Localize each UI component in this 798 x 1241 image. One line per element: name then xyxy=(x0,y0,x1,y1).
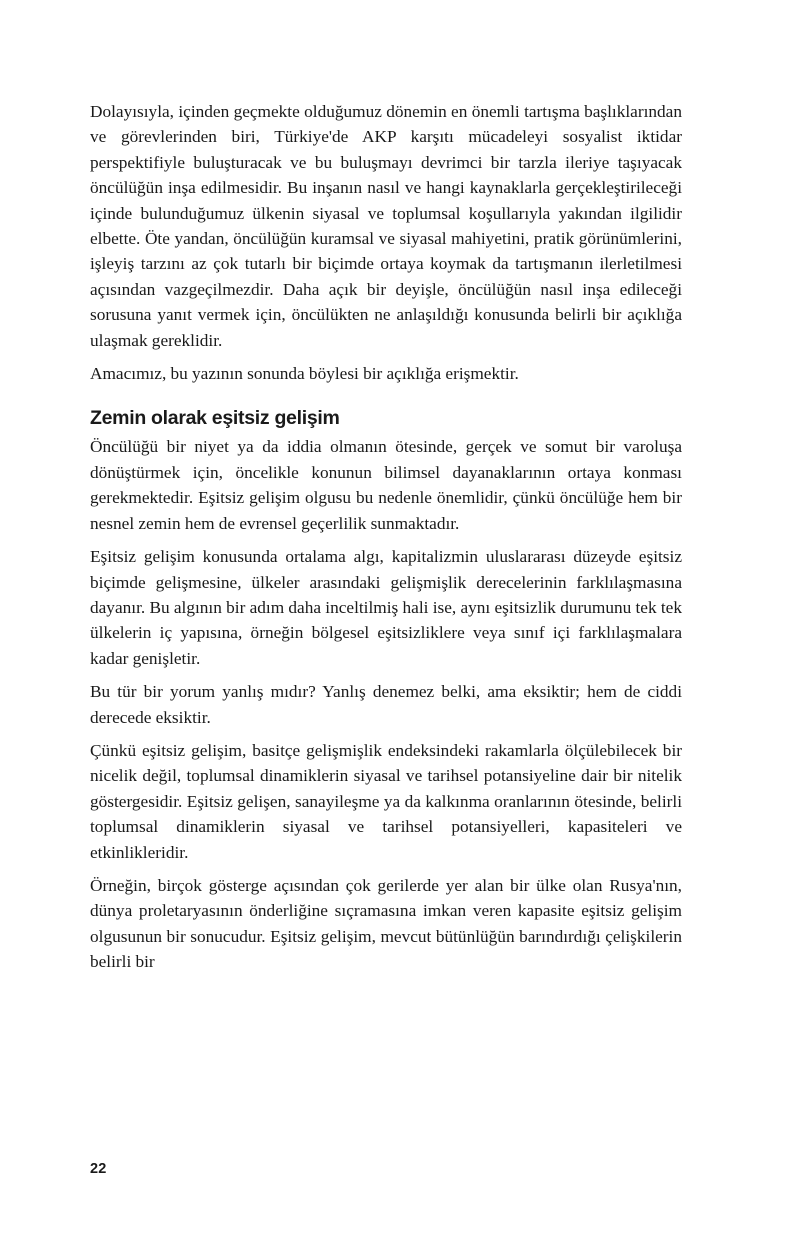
paragraph-3: Öncülüğü bir niyet ya da iddia olmanın ötesinde, gerçek ve somut bir varoluşa dönüştürmek için, öncelikle konunun bilimsel dayanaklarının ortaya konması gerekmektedir. Eşitsiz gelişim olgusu bu nedenle önemlidir, çünkü öncülüğe hem bir nesnel zemin hem de evrensel geçerlilik sunmaktadır. xyxy=(90,437,682,533)
paragraph-5: Bu tür bir yorum yanlış mıdır? Yanlış denemez belki, ama eksiktir; hem de ciddi derecede eksiktir. xyxy=(90,682,682,727)
text-column xyxy=(90,99,682,975)
paragraph-4: Eşitsiz gelişim konusunda ortalama algı, kapitalizmin uluslararası düzeyde eşitsiz biçimde gelişmesine, ülkeler arasındaki gelişmişlik derecelerinin farklılaşmasına dayanır. Bu algının bir adım daha inceltilmiş hali ise, aynı eşitsizlik durumunu tek tek ülkelerin iç yapısına, örneğin bölgesel eşitsizliklere veya sınıf içi farklılaşmalara kadar genişletir. xyxy=(90,547,682,668)
paragraph-2: Amacımız, bu yazının sonunda böylesi bir açıklığa erişmektir. xyxy=(90,364,519,384)
paragraph-7: Örneğin, birçok gösterge açısından çok gerilerde yer alan bir ülke olan Rusya'nın, dünya proletaryasının önderliğine sıçramasına imkan veren kapasite eşitsiz gelişim olgusunun bir sonucudur. Eşitsiz gelişim, mevcut bütünlüğün barındırdığı çelişkilerin belirli bir xyxy=(90,875,682,972)
page-number: 22 xyxy=(90,1161,107,1177)
paragraph-6: Çünkü eşitsiz gelişim, basitçe gelişmişlik endeksindeki rakamlarla ölçülebilecek bir nicelik değil, toplumsal dinamiklerin siyasal ve tarihsel potansiyeline dair bir nitelik göstergesidir. Eşitsiz gelişen, sanayileşme ya da kalkınma oranlarının ötesinde, belirli toplumsal dinamiklerin siyasal ve tarihsel potansiyelleri, kapasiteleri ve etkinlikleridir. xyxy=(90,740,682,862)
section-heading: Zemin olarak eşitsiz gelişim xyxy=(90,407,340,430)
paragraph-1: Dolayısıyla, içinden geçmekte olduğumuz dönemin en önemli tartışma başlıklarından ve görevlerinden biri, Türkiye'de AKP karşıtı mücadeleyi sosyalist iktidar perspektifiyle buluşturacak ve bu buluşmayı devrimci bir tarzla ileriye taşıyacak öncülüğün inşa edilmesidir. Bu inşanın nasıl ve hangi kaynaklarla gerçekleştirileceği içinde bulunduğumuz ülkenin siyasal ve toplumsal koşullarıyla yakından ilgilidir elbette. Öte yandan, öncülüğün kuramsal ve siyasal mahiyetini, pratik görünümlerini, işleyiş tarzını az çok tutarlı bir biçimde ortaya koymak da tartışmanın ilerletilmesi açısından vazgeçilmezdir. Daha açık bir deyişle, öncülüğün nasıl inşa edileceği sorusuna yanıt vermek için, öncülükten ne anlaşıldığı konusunda belirli bir açıklığa ulaşmak gereklidir. xyxy=(90,102,682,350)
